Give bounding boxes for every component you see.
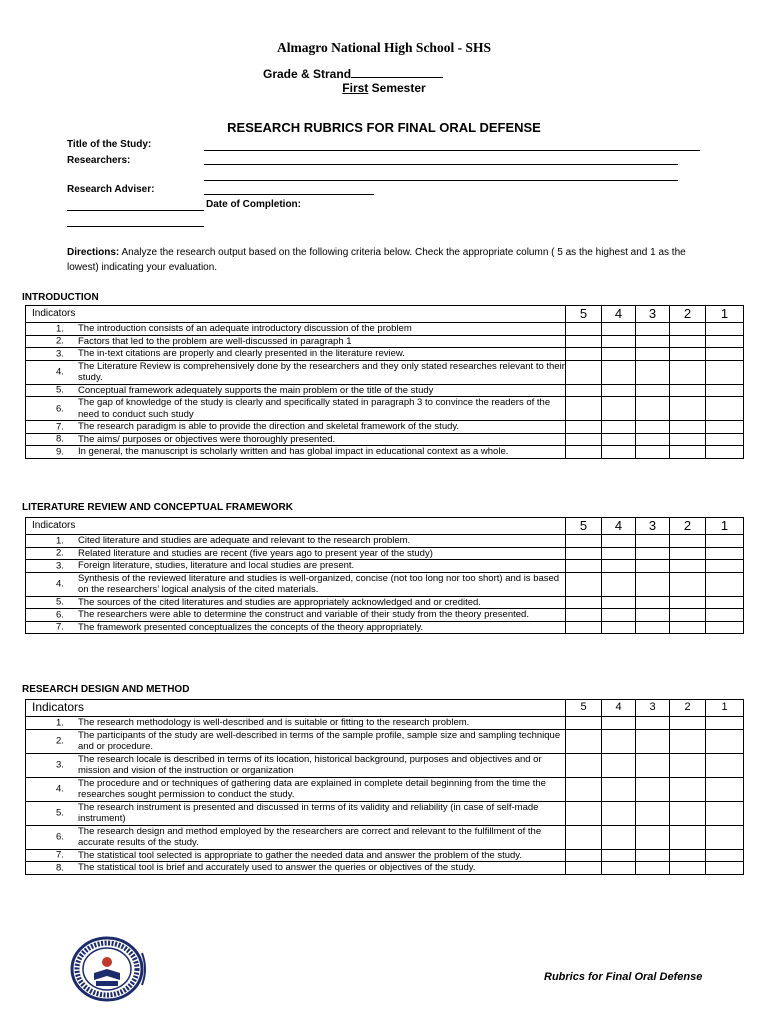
score-cell-4[interactable]	[602, 433, 636, 446]
score-cell-2[interactable]	[670, 360, 706, 384]
score-cell-5[interactable]	[566, 849, 602, 862]
indicators-header: Indicators	[26, 306, 566, 323]
indicator-text: Synthesis of the reviewed literature and studies is well-organized, concise (not too long nor too short) and is based on the researchers’ logical analysis of the cited materials.	[78, 572, 560, 595]
score-cell-2[interactable]	[670, 335, 706, 348]
rubric-row	[26, 609, 744, 622]
title-of-study-label: Title of the Study:	[67, 139, 152, 150]
indicators-header: Indicators	[26, 700, 566, 717]
score-cell-2[interactable]	[670, 560, 706, 573]
score-cell-2[interactable]	[670, 535, 706, 548]
score-cell-3[interactable]	[636, 335, 670, 348]
research-adviser-blank[interactable]	[204, 194, 374, 195]
score-cell-3[interactable]	[636, 446, 670, 459]
score-cell-2[interactable]	[670, 621, 706, 634]
indicator-number: 2.	[56, 735, 64, 747]
adviser-name-blank[interactable]	[67, 210, 204, 211]
indicator-cell	[26, 547, 566, 560]
score-cell-5[interactable]	[566, 717, 602, 730]
score-header-5: 5	[566, 518, 602, 535]
score-cell-4[interactable]	[602, 335, 636, 348]
score-cell-1[interactable]	[706, 596, 744, 609]
score-cell-5[interactable]	[566, 421, 602, 434]
score-cell-4[interactable]	[602, 729, 636, 753]
semester-rest: Semester	[368, 81, 426, 95]
indicator-text: The statistical tool selected is appropriate to gather the needed data and answer the problem of the study.	[78, 849, 522, 861]
indicator-text: The research paradigm is able to provide the direction and skeletal framework of the study.	[78, 421, 460, 432]
indicators-header: Indicators	[26, 518, 566, 535]
score-cell-1[interactable]	[706, 777, 744, 801]
indicator-cell	[26, 849, 566, 862]
score-cell-2[interactable]	[670, 609, 706, 622]
indicator-text: The Literature Review is comprehensively done by the researchers and they only stated researches relevant to their study.	[78, 360, 565, 383]
indicator-cell	[26, 323, 566, 336]
indicator-cell	[26, 729, 566, 753]
score-cell-5[interactable]	[566, 323, 602, 336]
score-cell-3[interactable]	[636, 729, 670, 753]
section-title-research-design: RESEARCH DESIGN AND METHOD	[22, 684, 190, 695]
indicator-number: 1.	[56, 717, 64, 728]
grade-strand-label	[263, 66, 443, 81]
score-cell-2[interactable]	[670, 421, 706, 434]
score-cell-2[interactable]	[670, 825, 706, 849]
indicator-cell	[26, 384, 566, 397]
score-cell-5[interactable]	[566, 433, 602, 446]
indicator-cell	[26, 348, 566, 361]
school-name: Almagro National High School - SHS	[277, 40, 491, 55]
score-header-3: 3	[636, 306, 670, 323]
indicator-text: Foreign literature, studies, literature and local studies are present.	[78, 560, 355, 571]
indicator-text: The statistical tool is brief and accurately used to answer the queries or objectives of the study.	[78, 862, 476, 873]
score-cell-1[interactable]	[706, 446, 744, 459]
score-cell-4[interactable]	[602, 360, 636, 384]
indicator-number: 9.	[56, 446, 64, 457]
score-cell-2[interactable]	[670, 596, 706, 609]
indicator-text: The research design and method employed by the researchers are correct and relevant to the fulfillment of the accurate results of the study.	[78, 825, 542, 848]
score-cell-1[interactable]	[706, 572, 744, 596]
indicator-text: Conceptual framework adequately supports the main problem or the title of the study	[78, 384, 434, 396]
score-cell-5[interactable]	[566, 609, 602, 622]
score-cell-2[interactable]	[670, 862, 706, 875]
semester-first: First	[342, 81, 369, 95]
indicator-number: 5.	[56, 596, 64, 608]
rubric-row	[26, 596, 744, 609]
score-cell-5[interactable]	[566, 621, 602, 634]
rubric-row	[26, 801, 744, 825]
title-of-study-blank[interactable]	[204, 150, 700, 151]
score-cell-3[interactable]	[636, 384, 670, 397]
score-cell-1[interactable]	[706, 397, 744, 421]
indicator-text: The research instrument is presented and discussed in terms of its validity and reliability (in case of self-made instrument)	[78, 801, 539, 824]
indicator-cell	[26, 446, 566, 459]
score-cell-1[interactable]	[706, 609, 744, 622]
score-cell-2[interactable]	[670, 753, 706, 777]
score-cell-2[interactable]	[670, 849, 706, 862]
school-seal-icon	[64, 935, 150, 1003]
indicator-text: The research locale is described in terms of its location, historical background, purposes and objectives and or mission and vision of the instruction or organization	[78, 753, 542, 776]
score-header-5: 5	[566, 306, 602, 323]
grade-strand-text: Grade & Strand	[263, 67, 352, 81]
score-cell-4[interactable]	[602, 547, 636, 560]
indicator-cell	[26, 777, 566, 801]
score-cell-4[interactable]	[602, 560, 636, 573]
page-title: RESEARCH RUBRICS FOR FINAL ORAL DEFENSE	[227, 120, 541, 135]
indicator-number: 6.	[56, 609, 64, 620]
score-cell-5[interactable]	[566, 825, 602, 849]
indicator-text: The introduction consists of an adequate introductory discussion of the problem	[78, 323, 412, 334]
indicator-cell	[26, 862, 566, 875]
score-header-1: 1	[706, 700, 744, 717]
score-cell-3[interactable]	[636, 777, 670, 801]
rubric-table-literature-review	[25, 517, 744, 634]
score-cell-3[interactable]	[636, 397, 670, 421]
rubric-row	[26, 560, 744, 573]
score-cell-3[interactable]	[636, 825, 670, 849]
score-cell-5[interactable]	[566, 348, 602, 361]
score-header-5: 5	[566, 700, 602, 717]
indicator-number: 8.	[56, 862, 64, 873]
score-header-3: 3	[636, 700, 670, 717]
score-cell-2[interactable]	[670, 433, 706, 446]
score-cell-1[interactable]	[706, 862, 744, 875]
score-header-1: 1	[706, 306, 744, 323]
indicator-cell	[26, 825, 566, 849]
rubric-row	[26, 446, 744, 459]
score-cell-3[interactable]	[636, 560, 670, 573]
indicator-number: 3.	[56, 348, 64, 359]
date-of-completion-label: Date of Completion:	[206, 199, 301, 210]
score-cell-5[interactable]	[566, 777, 602, 801]
score-cell-3[interactable]	[636, 801, 670, 825]
rubric-row	[26, 397, 744, 421]
score-cell-5[interactable]	[566, 397, 602, 421]
score-cell-3[interactable]	[636, 862, 670, 875]
rubric-row	[26, 621, 744, 634]
score-cell-5[interactable]	[566, 360, 602, 384]
score-cell-1[interactable]	[706, 547, 744, 560]
score-cell-1[interactable]	[706, 348, 744, 361]
footer-caption: Rubrics for Final Oral Defense	[544, 971, 703, 983]
rubric-table-introduction	[25, 305, 744, 459]
score-cell-3[interactable]	[636, 609, 670, 622]
score-cell-1[interactable]	[706, 560, 744, 573]
indicator-cell	[26, 397, 566, 421]
score-header-2: 2	[670, 518, 706, 535]
indicator-number: 6.	[56, 402, 64, 414]
score-cell-4[interactable]	[602, 572, 636, 596]
researchers-blank-1[interactable]	[204, 164, 678, 165]
score-cell-1[interactable]	[706, 360, 744, 384]
score-cell-3[interactable]	[636, 753, 670, 777]
indicator-cell	[26, 717, 566, 730]
score-cell-1[interactable]	[706, 753, 744, 777]
indicator-text: The in-text citations are properly and clearly presented in the literature review.	[78, 348, 405, 359]
rubric-row	[26, 348, 744, 361]
score-cell-5[interactable]	[566, 547, 602, 560]
indicator-text: The aims/ purposes or objectives were thoroughly presented.	[78, 433, 336, 445]
indicator-text: The framework presented conceptualizes the concepts of the theory appropriately.	[78, 621, 424, 633]
indicator-cell	[26, 572, 566, 596]
indicator-text: In general, the manuscript is scholarly written and has global impact in educational context as a whole.	[78, 446, 509, 457]
score-cell-4[interactable]	[602, 801, 636, 825]
indicator-cell	[26, 609, 566, 622]
date-of-completion-blank[interactable]	[67, 226, 204, 227]
rubric-row	[26, 547, 744, 560]
indicator-text: The participants of the study are well-described in terms of the sample profile, sample size and sampling technique and or procedure.	[78, 729, 561, 752]
school-seal-logo	[64, 935, 150, 1003]
researchers-blank-2[interactable]	[204, 180, 678, 181]
semester-label	[0, 81, 768, 95]
score-cell-2[interactable]	[670, 348, 706, 361]
rubric-row	[26, 849, 744, 862]
indicator-number: 1.	[56, 535, 64, 546]
indicator-number: 2.	[56, 547, 64, 559]
score-cell-3[interactable]	[636, 323, 670, 336]
score-cell-5[interactable]	[566, 729, 602, 753]
score-cell-4[interactable]	[602, 446, 636, 459]
score-header-4: 4	[602, 518, 636, 535]
indicator-cell	[26, 621, 566, 634]
score-cell-4[interactable]	[602, 397, 636, 421]
score-cell-3[interactable]	[636, 849, 670, 862]
indicator-number: 5.	[56, 384, 64, 396]
indicator-number: 7.	[56, 849, 64, 861]
score-cell-2[interactable]	[670, 446, 706, 459]
section-title-literature-review: LITERATURE REVIEW AND CONCEPTUAL FRAMEWORK	[22, 502, 293, 513]
score-cell-5[interactable]	[566, 384, 602, 397]
score-cell-4[interactable]	[602, 348, 636, 361]
rubric-table-research-design	[25, 699, 744, 875]
score-cell-5[interactable]	[566, 801, 602, 825]
score-cell-5[interactable]	[566, 560, 602, 573]
score-cell-2[interactable]	[670, 717, 706, 730]
score-cell-4[interactable]	[602, 753, 636, 777]
indicator-number: 7.	[56, 421, 64, 432]
score-cell-4[interactable]	[602, 421, 636, 434]
score-cell-2[interactable]	[670, 729, 706, 753]
score-cell-4[interactable]	[602, 535, 636, 548]
score-cell-5[interactable]	[566, 862, 602, 875]
rubric-row	[26, 421, 744, 434]
score-cell-5[interactable]	[566, 753, 602, 777]
directions-text: Analyze the research output based on the following criteria below. Check the appropriate column ( 5 as the highest and 1 as the lowest) indicating your evaluation.	[67, 247, 686, 273]
score-cell-1[interactable]	[706, 801, 744, 825]
score-cell-2[interactable]	[670, 323, 706, 336]
indicator-number: 3.	[56, 759, 64, 771]
score-header-3: 3	[636, 518, 670, 535]
indicator-number: 2.	[56, 335, 64, 347]
indicator-cell	[26, 535, 566, 548]
section-title-introduction: INTRODUCTION	[22, 292, 99, 303]
score-cell-3[interactable]	[636, 547, 670, 560]
score-cell-1[interactable]	[706, 535, 744, 548]
score-cell-1[interactable]	[706, 729, 744, 753]
score-cell-1[interactable]	[706, 335, 744, 348]
rubric-row	[26, 535, 744, 548]
indicator-cell	[26, 801, 566, 825]
indicator-cell	[26, 360, 566, 384]
score-cell-4[interactable]	[602, 717, 636, 730]
indicator-text: Factors that led to the problem are well-discussed in paragraph 1	[78, 335, 352, 347]
indicator-text: Cited literature and studies are adequate and relevant to the research problem.	[78, 535, 411, 546]
indicator-number: 7.	[56, 621, 64, 633]
score-cell-5[interactable]	[566, 335, 602, 348]
indicator-number: 3.	[56, 560, 64, 571]
score-cell-4[interactable]	[602, 849, 636, 862]
indicator-text: The researchers were able to determine the construct and variable of their study from the theory presented.	[78, 609, 529, 620]
score-header-4: 4	[602, 306, 636, 323]
score-cell-2[interactable]	[670, 547, 706, 560]
score-cell-4[interactable]	[602, 323, 636, 336]
score-cell-3[interactable]	[636, 360, 670, 384]
score-cell-1[interactable]	[706, 825, 744, 849]
score-cell-4[interactable]	[602, 621, 636, 634]
rubric-row	[26, 323, 744, 336]
score-cell-3[interactable]	[636, 433, 670, 446]
score-cell-3[interactable]	[636, 421, 670, 434]
indicator-text: Related literature and studies are recent (five years ago to present year of the study)	[78, 547, 433, 559]
score-cell-3[interactable]	[636, 717, 670, 730]
score-header-2: 2	[670, 306, 706, 323]
rubric-row	[26, 862, 744, 875]
indicator-text: The sources of the cited literatures and studies are appropriately acknowledged and or credited.	[78, 596, 481, 608]
rubric-row	[26, 335, 744, 348]
score-cell-4[interactable]	[602, 609, 636, 622]
score-cell-5[interactable]	[566, 596, 602, 609]
score-cell-1[interactable]	[706, 384, 744, 397]
directions-label: Directions:	[67, 247, 120, 258]
score-cell-3[interactable]	[636, 621, 670, 634]
rubric-row	[26, 572, 744, 596]
rubric-row	[26, 384, 744, 397]
score-cell-1[interactable]	[706, 433, 744, 446]
rubric-row	[26, 433, 744, 446]
rubric-row	[26, 729, 744, 753]
indicator-text: The gap of knowledge of the study is clearly and specifically stated in paragraph 3 to convince the readers of the need to conduct such study	[78, 397, 551, 420]
score-cell-3[interactable]	[636, 348, 670, 361]
rubric-row	[26, 360, 744, 384]
score-header-2: 2	[670, 700, 706, 717]
researchers-label: Researchers:	[67, 155, 131, 166]
score-cell-2[interactable]	[670, 384, 706, 397]
indicator-number: 8.	[56, 433, 64, 445]
rubric-row	[26, 825, 744, 849]
score-cell-2[interactable]	[670, 572, 706, 596]
indicator-number: 4.	[56, 783, 64, 795]
score-cell-1[interactable]	[706, 323, 744, 336]
indicator-number: 1.	[56, 323, 64, 334]
indicator-number: 6.	[56, 831, 64, 843]
score-cell-1[interactable]	[706, 621, 744, 634]
indicator-text: The research methodology is well-described and is suitable or fitting to the research problem.	[78, 717, 470, 728]
score-cell-1[interactable]	[706, 717, 744, 730]
indicator-cell	[26, 753, 566, 777]
score-cell-5[interactable]	[566, 446, 602, 459]
score-cell-5[interactable]	[566, 572, 602, 596]
score-cell-4[interactable]	[602, 825, 636, 849]
indicator-text: The procedure and or techniques of gathering data are explained in complete detail beginning from the time the researches sought permission to conduct the study.	[78, 777, 546, 800]
score-cell-4[interactable]	[602, 862, 636, 875]
score-cell-4[interactable]	[602, 596, 636, 609]
score-cell-1[interactable]	[706, 421, 744, 434]
score-cell-3[interactable]	[636, 535, 670, 548]
rubric-row	[26, 753, 744, 777]
score-cell-2[interactable]	[670, 777, 706, 801]
score-cell-4[interactable]	[602, 384, 636, 397]
research-adviser-label: Research Adviser:	[67, 184, 155, 195]
indicator-cell	[26, 421, 566, 434]
score-cell-2[interactable]	[670, 397, 706, 421]
indicator-number: 4.	[56, 366, 64, 378]
score-header-4: 4	[602, 700, 636, 717]
indicator-cell	[26, 560, 566, 573]
directions	[67, 245, 697, 275]
indicator-cell	[26, 433, 566, 446]
score-cell-5[interactable]	[566, 535, 602, 548]
score-cell-4[interactable]	[602, 777, 636, 801]
score-header-1: 1	[706, 518, 744, 535]
indicator-cell	[26, 596, 566, 609]
rubric-row	[26, 717, 744, 730]
indicator-cell	[26, 335, 566, 348]
grade-strand-blank[interactable]	[351, 66, 443, 78]
score-cell-2[interactable]	[670, 801, 706, 825]
rubric-row	[26, 777, 744, 801]
score-cell-3[interactable]	[636, 596, 670, 609]
indicator-number: 4.	[56, 578, 64, 590]
indicator-number: 5.	[56, 807, 64, 819]
score-cell-3[interactable]	[636, 572, 670, 596]
score-cell-1[interactable]	[706, 849, 744, 862]
